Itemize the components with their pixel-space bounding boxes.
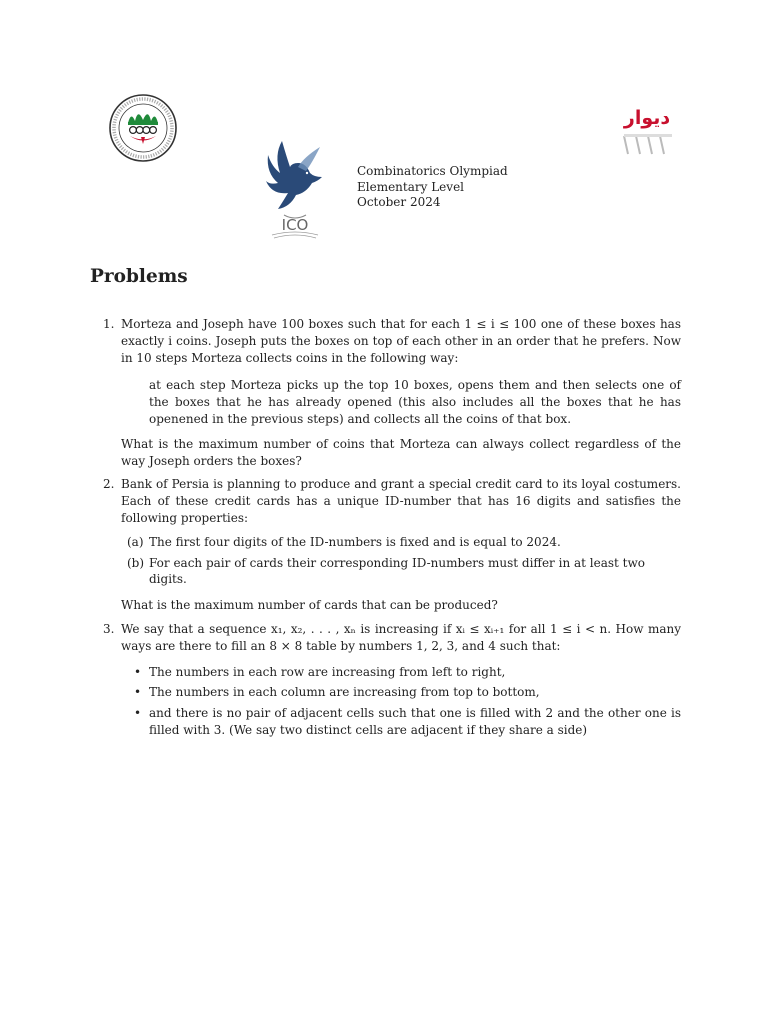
property-text: The first four digits of the ID-numbers is fixed and is equal to 2024.: [149, 534, 561, 549]
problem-statement: Bank of Persia is planning to produce and grant a special credit card to its loyal costumers. Each of these credit cards has a unique ID-number that has 16 digits and satisfies the following properties:: [121, 477, 681, 525]
bullet-icon: •: [134, 706, 142, 721]
problem-question: What is the maximum number of cards that can be produced?: [121, 598, 498, 613]
problem-list: [103, 316, 681, 746]
olympiad-seal-logo: [108, 93, 178, 163]
condition-list: [131, 664, 681, 739]
problem-statement: We say that a sequence x₁, x₂, . . . , xₙ is increasing if xᵢ ≤ xᵢ₊₁ for all 1 ≤ i < n. How many ways are there to fill an 8 × 8 table by numbers 1, 2, 3, and 4 such that:: [121, 621, 681, 653]
condition-text: The numbers in each column are increasing from top to bottom,: [149, 685, 540, 700]
divar-logo: [620, 100, 674, 158]
section-title: Problems: [90, 266, 188, 287]
ico-dove-logo: [262, 133, 328, 243]
problem-statement: Morteza and Joseph have 100 boxes such that for each 1 ≤ i ≤ 100 one of these boxes has exactly i coins. Joseph puts the boxes on top of each other in an order that he prefers. Now in 10 steps Morteza collects coins in the following way:: [121, 317, 681, 365]
problem-number: 3.: [103, 621, 115, 636]
problem-number: 1.: [103, 317, 115, 331]
property-label: (a): [127, 534, 144, 549]
contest-name: Combinatorics Olympiad: [357, 164, 508, 178]
ico-logo-text: ICO: [281, 216, 309, 234]
problem-number: 2.: [103, 477, 115, 492]
property-text: For each pair of cards their corresponding ID-numbers must differ in at least two digits.: [149, 555, 645, 587]
property-item: [127, 555, 681, 589]
problem-2: [103, 476, 681, 614]
property-list: [127, 534, 681, 588]
condition-item: [131, 664, 681, 681]
contest-date: October 2024: [357, 195, 441, 209]
condition-text: The numbers in each row are increasing from left to right,: [149, 664, 506, 679]
problem-1: [103, 316, 681, 469]
problem-3: [103, 621, 681, 739]
condition-text: and there is no pair of adjacent cells such that one is filled with 2 and the other one is filled with 3. (We say two distinct cells are adjacent if they share a side): [149, 706, 681, 737]
bullet-icon: •: [134, 664, 142, 679]
divar-logo-text: دیوار: [623, 107, 671, 129]
condition-item: [131, 705, 681, 739]
contest-header: [357, 164, 508, 211]
condition-item: [131, 684, 681, 701]
property-label: (b): [127, 555, 145, 570]
contest-level: Elementary Level: [357, 179, 465, 194]
problem-quote: at each step Morteza picks up the top 10 boxes, opens them and then selects one of the boxes that he has already opened (this also includes all the boxes that he has openened in the previous steps) and collects all the coins of that box.: [149, 378, 681, 426]
bullet-icon: •: [134, 685, 142, 700]
problem-question: What is the maximum number of coins that Morteza can always collect regardless of the way Joseph orders the boxes?: [121, 436, 681, 468]
property-item: [127, 534, 681, 551]
